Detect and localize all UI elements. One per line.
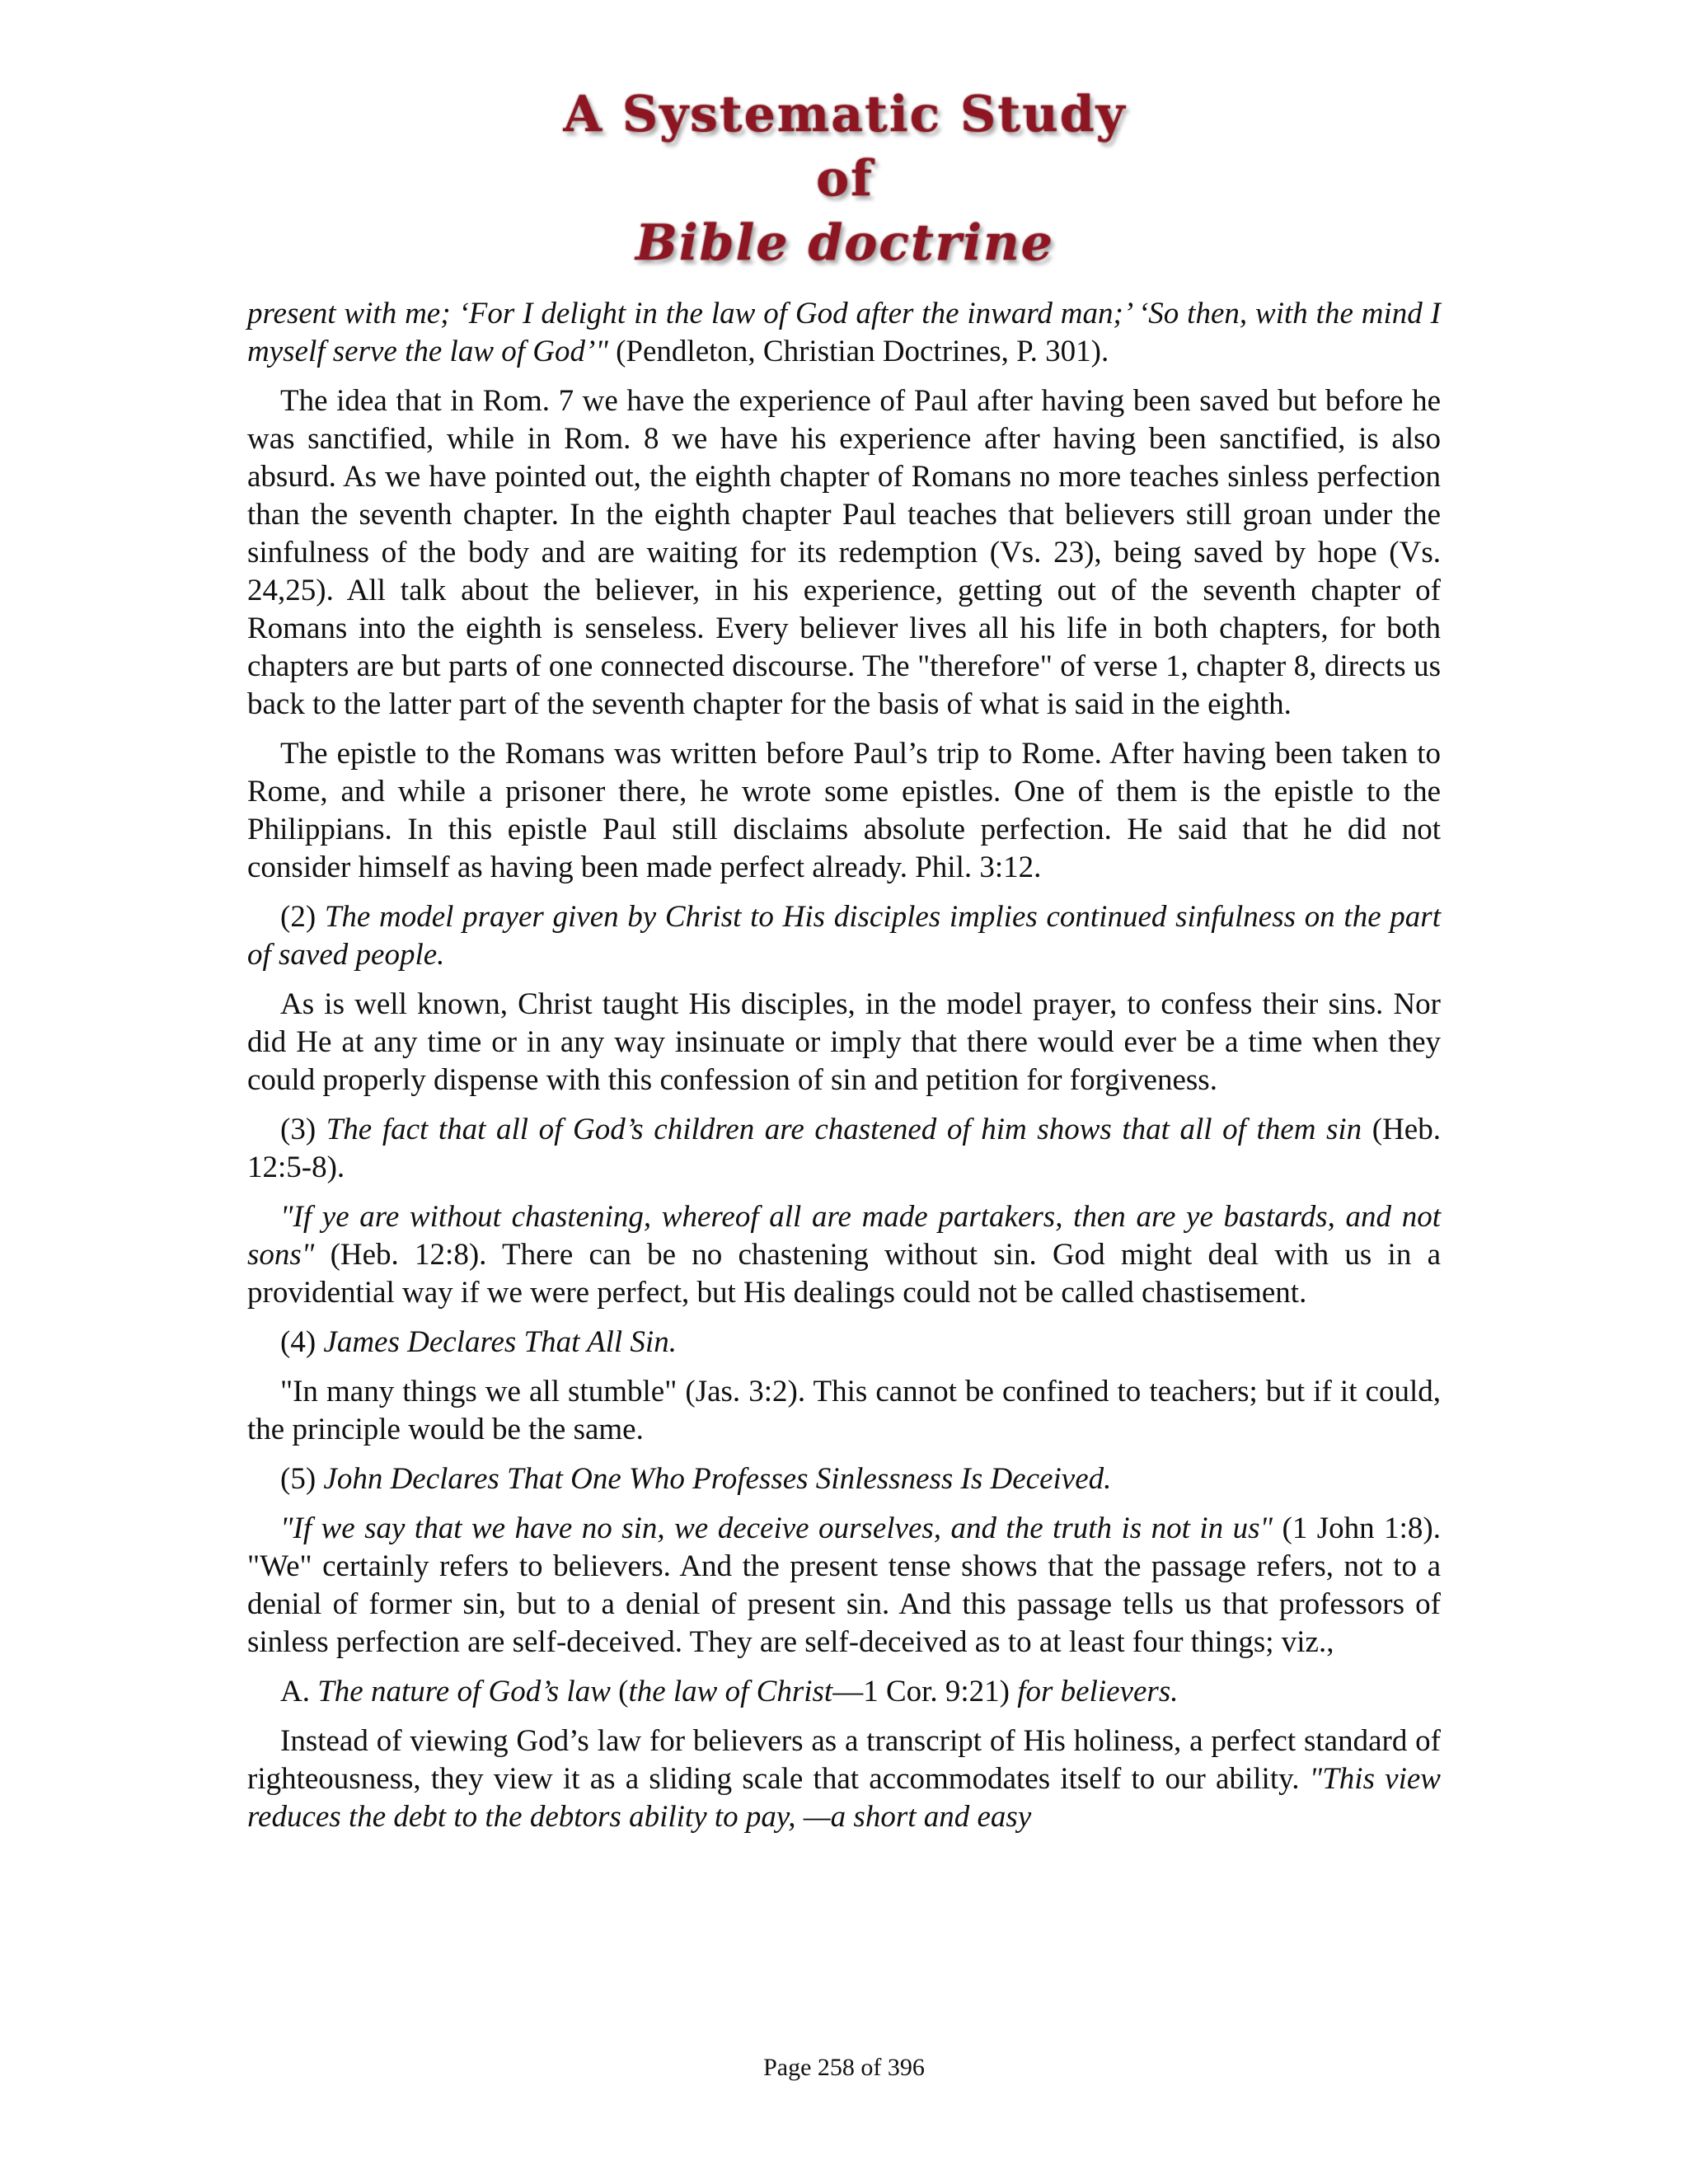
title-line-2: Bible doctrine [635,214,1054,272]
paragraph-continued-quote [247,295,1441,371]
italic-quote: "This view reduces the debt to the debtors ability to pay, —a short and easy [247,1762,1441,1834]
numbered-point [247,1324,1441,1361]
paragraph: The epistle to the Romans was written before Paul’s trip to Rome. After having been taken to Rome, and while a prisoner there, he wrote some epistles. One of them is the epistle to the Philippians. In this epistle Paul still disclaims absolute perfection. He said that he did not consider himself as having been made perfect already. Phil. 3:12. [247,737,1441,884]
point-heading: The nature of God’s law [317,1675,611,1708]
italic-phrase: for believers. [1017,1675,1179,1708]
point-heading: James Declares That All Sin. [323,1325,677,1359]
paragraph: "In many things we all stumble" (Jas. 3:2). This cannot be confined to teachers; but if it could, the principle would be the same. [247,1375,1441,1446]
point-number: (4) [280,1325,324,1359]
paragraph [247,1722,1441,1836]
paragraph: The idea that in Rom. 7 we have the experience of Paul after having been saved but before he was sanctified, while in Rom. 8 we have his experience after having been sanctified, is also absurd. As we have pointed out, the eighth chapter of Romans no more teaches sinless perfection than the seventh chapter. In the eighth chapter Paul teaches that believers still groan under the sinfulness of the body and are waiting for its redemption (Vs. 23), being saved by hope (Vs. 24,25). All talk about the believer, in his experience, getting out of the seventh chapter of Romans into the eighth is senseless. Every believer lives all his life in both chapters, for both chapters are but parts of one connected discourse. The "therefore" of verse 1, chapter 8, directs us back to the latter part of the seventh chapter for the basis of what is said in the eighth. [247,384,1441,721]
body-text [247,295,1441,1848]
page-number: Page 258 of 396 [763,2054,925,2081]
citation: (Pendleton, Christian Doctrines, P. 301). [607,335,1109,368]
point-heading: The model prayer given by Christ to His disciples implies continued sinfulness on the part of saved people. [247,900,1441,972]
gothic-title-banner [528,82,1162,272]
italic-quote: "If ye are without chastening, whereof all are made partakers, then are ye bastards, and not sons" [247,1200,1441,1272]
numbered-point [247,1460,1441,1498]
point-number: (2) [280,900,325,934]
point-heading: The fact that all of God’s children are chastened of him shows that all of them sin [326,1113,1362,1146]
citation: —1 Cor. 9:21) [832,1675,1018,1708]
point-letter: A. [280,1675,318,1708]
numbered-point [247,898,1441,974]
point-number: (3) [280,1113,326,1146]
paren-open: ( [610,1675,629,1708]
numbered-point [247,1111,1441,1187]
paragraph: As is well known, Christ taught His disciples, in the model prayer, to confess their sins. Nor did He at any time or in any way insinuate or imply that there would ever be a time when they could properly dispense with this confession of sin and petition for forgiveness. [247,987,1441,1097]
lettered-point [247,1673,1441,1711]
paragraph [247,1510,1441,1661]
italic-phrase: the law of Christ [628,1675,833,1708]
point-heading: John Declares That One Who Professes Sinlessness Is Deceived. [323,1462,1112,1496]
paragraph-text: (Heb. 12:8). There can be no chastening without sin. God might deal with us in a providential way if we were perfect, but His dealings could not be called chastisement. [247,1238,1441,1310]
paragraph [247,1198,1441,1312]
italic-quote: present with me; ‘For I delight in the law of God after the inward man;’ ‘So then, with the mind I myself serve the law of God’" [247,297,1441,368]
italic-quote: "If we say that we have no sin, we deceive ourselves, and the truth is not in us" [280,1511,1273,1545]
paragraph-text: Instead of viewing God’s law for believers as a transcript of His holiness, a perfect standard of righteousness, they view it as a sliding scale that accommodates itself to our ability. [247,1724,1441,1796]
title-line-1: A Systematic Study of [563,86,1127,208]
point-number: (5) [280,1462,324,1496]
citation: (Heb. 12:5-8). [247,1113,1441,1184]
paragraph-text: (1 John 1:8). "We" certainly refers to believers. And the present tense shows that the passage refers, not to a denial of former sin, but to a denial of present sin. And this passage tells us that professors of sinless perfection are self-deceived. They are self-deceived as to at least four things; viz., [247,1511,1441,1659]
